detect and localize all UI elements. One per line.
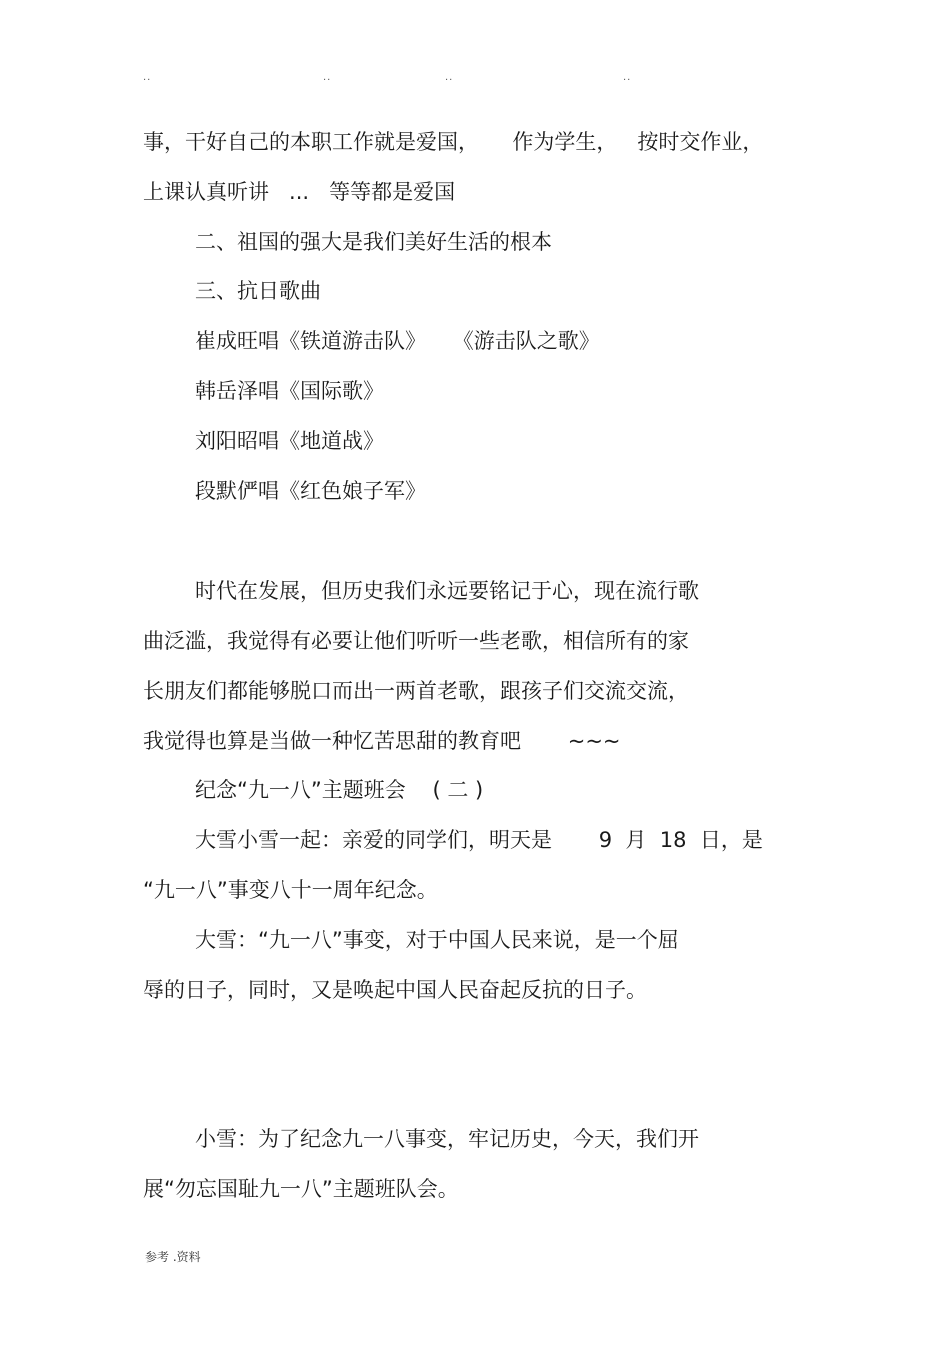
text-line: 大雪小雪一起：亲爱的同学们，明天是 9 月 18 日，是: [195, 828, 763, 852]
song-line: 段默俨唱《红色娘子军》: [195, 479, 426, 503]
text-line: 事，干好自己的本职工作就是爱国， 作为学生， 按时交作业，: [143, 130, 764, 154]
text-line: 我觉得也算是当做一种忆苦思甜的教育吧 ~~~: [143, 729, 621, 753]
text-line: 曲泛滥，我觉得有必要让他们听听一些老歌，相信所有的家: [143, 629, 689, 653]
song-line: 韩岳泽唱《国际歌》: [195, 379, 384, 403]
song-line: 刘阳昭唱《地道战》: [195, 429, 384, 453]
header-mark: ..: [623, 72, 632, 83]
text-line: 小雪：为了纪念九一八事变，牢记历史，今天，我们开: [195, 1127, 699, 1151]
header-mark: ..: [323, 72, 332, 83]
header-mark: ..: [445, 72, 454, 83]
text-line: 上课认真听讲 ... 等等都是爱国: [143, 180, 456, 204]
text-line: 长朋友们都能够脱口而出一两首老歌，跟孩子们交流交流，: [143, 679, 689, 703]
text-line: 三、抗日歌曲: [195, 279, 321, 303]
section-title: 纪念“九一八”主题班会 ( 二 ): [195, 778, 484, 802]
text-line: “九一八”事变八十一周年纪念。: [143, 878, 438, 902]
song-line: 崔成旺唱《铁道游击队》 《游击队之歌》: [195, 329, 600, 353]
header-mark: ..: [143, 72, 152, 83]
text-line: 辱的日子，同时，又是唤起中国人民奋起反抗的日子。: [143, 978, 647, 1002]
text-line: 展“勿忘国耻九一八”主题班队会。: [143, 1177, 459, 1201]
text-line: 大雪：“九一八”事变，对于中国人民来说，是一个屈: [195, 928, 679, 952]
page-footer: 参考 .资料: [145, 1250, 201, 1264]
text-line: 二、祖国的强大是我们美好生活的根本: [195, 230, 552, 254]
text-line: 时代在发展，但历史我们永远要铭记于心，现在流行歌: [195, 579, 699, 603]
